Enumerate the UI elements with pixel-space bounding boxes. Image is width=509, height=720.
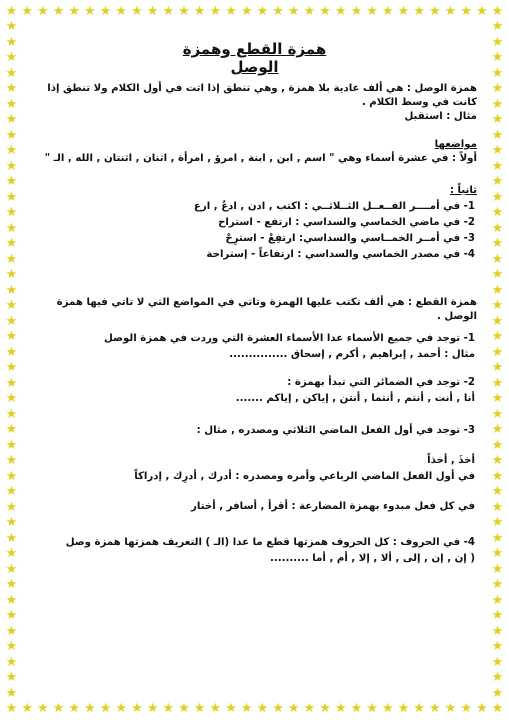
star-icon: ★ — [444, 4, 457, 19]
wasl-definition: همزة الوصل : هي ألف عادية بلا همزة , وهي تنطق إذا اتت في أول الكلام ولا تنطق إذا كانت في وسط الكلام . — [47, 83, 477, 108]
star-icon: ★ — [491, 143, 504, 159]
star-icon: ★ — [491, 654, 504, 670]
star-icon: ★ — [475, 4, 488, 19]
star-icon: ★ — [5, 360, 18, 376]
star-icon: ★ — [5, 515, 18, 531]
star-icon: ★ — [491, 391, 504, 407]
star-icon: ★ — [5, 685, 18, 701]
star-icon: ★ — [475, 701, 488, 716]
star-icon: ★ — [99, 701, 112, 716]
star-icon: ★ — [491, 81, 504, 97]
star-icon: ★ — [240, 701, 253, 716]
star-icon: ★ — [491, 267, 504, 283]
qat-point-2: 2- توجد في الضمائر التي تبدأ بهمزة : — [287, 377, 475, 388]
star-icon: ★ — [460, 701, 472, 716]
star-icon: ★ — [5, 453, 18, 469]
star-icon: ★ — [5, 592, 18, 608]
star-icon: ★ — [5, 112, 18, 128]
star-icon: ★ — [84, 701, 96, 716]
wasl-item-2: 2- في ماضي الخماسي والسداسي : ارتفع - استراح — [218, 217, 475, 228]
star-icon: ★ — [5, 639, 18, 655]
star-icon: ★ — [491, 112, 504, 128]
star-icon: ★ — [5, 143, 18, 159]
star-icon: ★ — [5, 375, 18, 391]
star-icon: ★ — [5, 623, 18, 639]
star-icon: ★ — [491, 375, 504, 391]
qat-definition: همزة القطع : هي ألف تكتب عليها الهمزة وتاتي في المواضع التي لا تاتي فيها همزة الوصل . — [56, 297, 477, 322]
star-icon: ★ — [5, 701, 18, 716]
qat-point-3-mudare3: في كل فعل مبدوء بهمزة المضارعة : أقرأ , أسافر , أختار — [191, 501, 475, 512]
star-icon: ★ — [37, 4, 49, 19]
wasl-second-heading: ثانياً : — [449, 185, 477, 196]
star-icon: ★ — [5, 329, 18, 345]
star-icon: ★ — [381, 701, 394, 716]
star-icon: ★ — [5, 220, 18, 236]
star-icon: ★ — [21, 4, 33, 19]
star-icon: ★ — [5, 561, 18, 577]
qat-point-4-letters: ( إن , إن , إلى , ألا , إلا , أم , أما .......... — [270, 553, 475, 564]
star-icon: ★ — [5, 251, 18, 267]
star-icon: ★ — [178, 701, 190, 716]
star-icon: ★ — [5, 654, 18, 670]
star-icon: ★ — [272, 701, 284, 716]
star-icon: ★ — [115, 4, 128, 19]
star-icon: ★ — [491, 592, 504, 608]
star-icon: ★ — [491, 515, 504, 531]
star-icon: ★ — [491, 127, 504, 143]
qat-point-2-example: أنا , أنت , أنتم , أنتما , أنتن , إياكن , إياكم ....... — [235, 393, 475, 404]
qat-point-4: 4- في الحروف : كل الحروف همزتها قطع ما عدا (الـ ) التعريف همزتها همزة وصل — [65, 537, 475, 548]
star-icon: ★ — [444, 701, 457, 716]
star-icon: ★ — [21, 701, 33, 716]
star-icon: ★ — [193, 701, 206, 716]
star-icon: ★ — [397, 4, 410, 19]
star-icon: ★ — [334, 701, 347, 716]
star-icon: ★ — [5, 127, 18, 143]
qat-point-3: 3- توجد في أول الفعل الماضي الثلاثي ومصدره , مثال : — [196, 425, 475, 436]
qat-point-1: 1- توجد في جميع الأسماء عدا الأسماء العشرة التي وردت في همزة الوصل — [104, 333, 475, 344]
star-icon: ★ — [491, 484, 504, 500]
star-icon: ★ — [491, 561, 504, 577]
worksheet — [22, 26, 487, 692]
star-icon: ★ — [5, 19, 18, 35]
wasl-example: مثال : استقبل — [404, 111, 477, 122]
star-icon: ★ — [209, 701, 222, 716]
star-icon: ★ — [366, 701, 378, 716]
qat-point-1-example: مثال : أحمد , إبراهيم , أكرم , إسحاق ............... — [229, 349, 475, 360]
star-icon: ★ — [99, 4, 112, 19]
star-icon: ★ — [5, 205, 18, 221]
page-subtitle: الوصل — [230, 58, 279, 76]
wasl-item-4: 4- في مصدر الخماسي والسداسي : ارتفاعاً - إستراحة — [206, 249, 475, 260]
star-icon: ★ — [5, 499, 18, 515]
star-icon: ★ — [5, 422, 18, 438]
star-icon: ★ — [5, 158, 18, 174]
star-icon: ★ — [491, 701, 504, 716]
star-icon: ★ — [491, 499, 504, 515]
star-icon: ★ — [491, 34, 504, 50]
star-icon: ★ — [5, 437, 18, 453]
star-icon: ★ — [225, 4, 237, 19]
star-icon: ★ — [5, 313, 18, 329]
star-icon: ★ — [303, 701, 316, 716]
star-icon: ★ — [146, 701, 159, 716]
star-icon: ★ — [491, 158, 504, 174]
star-icon: ★ — [5, 484, 18, 500]
star-icon: ★ — [491, 453, 504, 469]
star-icon: ★ — [491, 468, 504, 484]
star-icon: ★ — [287, 701, 300, 716]
star-icon: ★ — [428, 4, 441, 19]
star-icon: ★ — [5, 189, 18, 205]
star-icon: ★ — [5, 468, 18, 484]
star-icon: ★ — [5, 50, 18, 66]
page-title: همزة القطع وهمزة — [182, 40, 327, 58]
star-icon: ★ — [146, 4, 159, 19]
star-icon: ★ — [491, 422, 504, 438]
star-icon: ★ — [256, 4, 269, 19]
star-icon: ★ — [5, 4, 18, 19]
star-icon: ★ — [460, 4, 472, 19]
star-icon: ★ — [5, 81, 18, 97]
star-icon: ★ — [5, 670, 18, 686]
wasl-places-heading: مواضعها — [434, 139, 477, 150]
wasl-first-place: أولاً : في عشرة أسماء وهي " اسم , ابن , ابنة , امرؤ , امرأة , اثنان , اثنتان , الله , الـ " — [44, 153, 477, 164]
star-icon: ★ — [491, 437, 504, 453]
star-icon: ★ — [491, 546, 504, 562]
star-icon: ★ — [209, 4, 222, 19]
star-icon: ★ — [491, 205, 504, 221]
star-icon: ★ — [303, 4, 316, 19]
star-icon: ★ — [491, 65, 504, 81]
star-icon: ★ — [84, 4, 96, 19]
star-icon: ★ — [491, 4, 504, 19]
star-icon: ★ — [272, 4, 284, 19]
star-icon: ★ — [491, 220, 504, 236]
star-icon: ★ — [131, 4, 143, 19]
star-icon: ★ — [491, 360, 504, 376]
wasl-item-3: 3- في أمــر الخمــاسي والسداسي: ارتفِعْ - استرِحْ — [225, 233, 475, 244]
star-icon: ★ — [381, 4, 394, 19]
star-icon: ★ — [68, 701, 81, 716]
star-icon: ★ — [5, 65, 18, 81]
star-icon: ★ — [5, 344, 18, 360]
star-icon: ★ — [491, 623, 504, 639]
star-icon: ★ — [491, 577, 504, 593]
star-icon: ★ — [162, 701, 175, 716]
star-icon: ★ — [319, 4, 331, 19]
star-icon: ★ — [428, 701, 441, 716]
star-icon: ★ — [5, 96, 18, 112]
star-icon: ★ — [5, 406, 18, 422]
star-icon: ★ — [5, 391, 18, 407]
star-icon: ★ — [413, 4, 425, 19]
star-icon: ★ — [491, 329, 504, 345]
star-icon: ★ — [5, 546, 18, 562]
star-icon: ★ — [68, 4, 81, 19]
star-icon: ★ — [5, 608, 18, 624]
star-icon: ★ — [115, 701, 128, 716]
star-icon: ★ — [366, 4, 378, 19]
qat-point-3-example: أخذَ , أخذاً — [427, 455, 475, 466]
star-icon: ★ — [5, 282, 18, 298]
star-icon: ★ — [491, 236, 504, 252]
star-icon: ★ — [5, 174, 18, 190]
star-icon: ★ — [162, 4, 175, 19]
star-icon: ★ — [491, 282, 504, 298]
star-icon: ★ — [319, 701, 331, 716]
star-icon: ★ — [491, 174, 504, 190]
star-icon: ★ — [491, 608, 504, 624]
wasl-item-1: 1- في أمــــر الفــعــل الثــلاثــي : اكتب , ادن , ادعُ , ارع — [193, 201, 475, 212]
star-icon: ★ — [37, 701, 49, 716]
star-icon: ★ — [491, 189, 504, 205]
star-icon: ★ — [491, 685, 504, 701]
star-icon: ★ — [491, 251, 504, 267]
star-icon: ★ — [491, 530, 504, 546]
star-icon: ★ — [52, 701, 65, 716]
star-icon: ★ — [397, 701, 410, 716]
star-icon: ★ — [491, 96, 504, 112]
star-icon: ★ — [491, 344, 504, 360]
star-icon: ★ — [256, 701, 269, 716]
star-icon: ★ — [491, 298, 504, 314]
star-icon: ★ — [193, 4, 206, 19]
star-icon: ★ — [52, 4, 65, 19]
star-icon: ★ — [491, 670, 504, 686]
star-icon: ★ — [491, 50, 504, 66]
star-icon: ★ — [5, 267, 18, 283]
star-icon: ★ — [287, 4, 300, 19]
star-icon: ★ — [5, 530, 18, 546]
star-icon: ★ — [240, 4, 253, 19]
star-icon: ★ — [334, 4, 347, 19]
star-icon: ★ — [491, 639, 504, 655]
qat-point-3-ruba3i: في أول الفعل الماضي الرباعي وأمره ومصدره : أدرك , أدرِك , إدراكاً — [134, 471, 475, 482]
star-icon: ★ — [5, 298, 18, 314]
star-icon: ★ — [5, 34, 18, 50]
star-icon: ★ — [350, 701, 363, 716]
star-icon: ★ — [178, 4, 190, 19]
star-icon: ★ — [350, 4, 363, 19]
star-icon: ★ — [491, 19, 504, 35]
star-icon: ★ — [413, 701, 425, 716]
star-icon: ★ — [5, 577, 18, 593]
star-icon: ★ — [225, 701, 237, 716]
star-icon: ★ — [131, 701, 143, 716]
star-icon: ★ — [491, 313, 504, 329]
star-icon: ★ — [491, 406, 504, 422]
star-icon: ★ — [5, 236, 18, 252]
